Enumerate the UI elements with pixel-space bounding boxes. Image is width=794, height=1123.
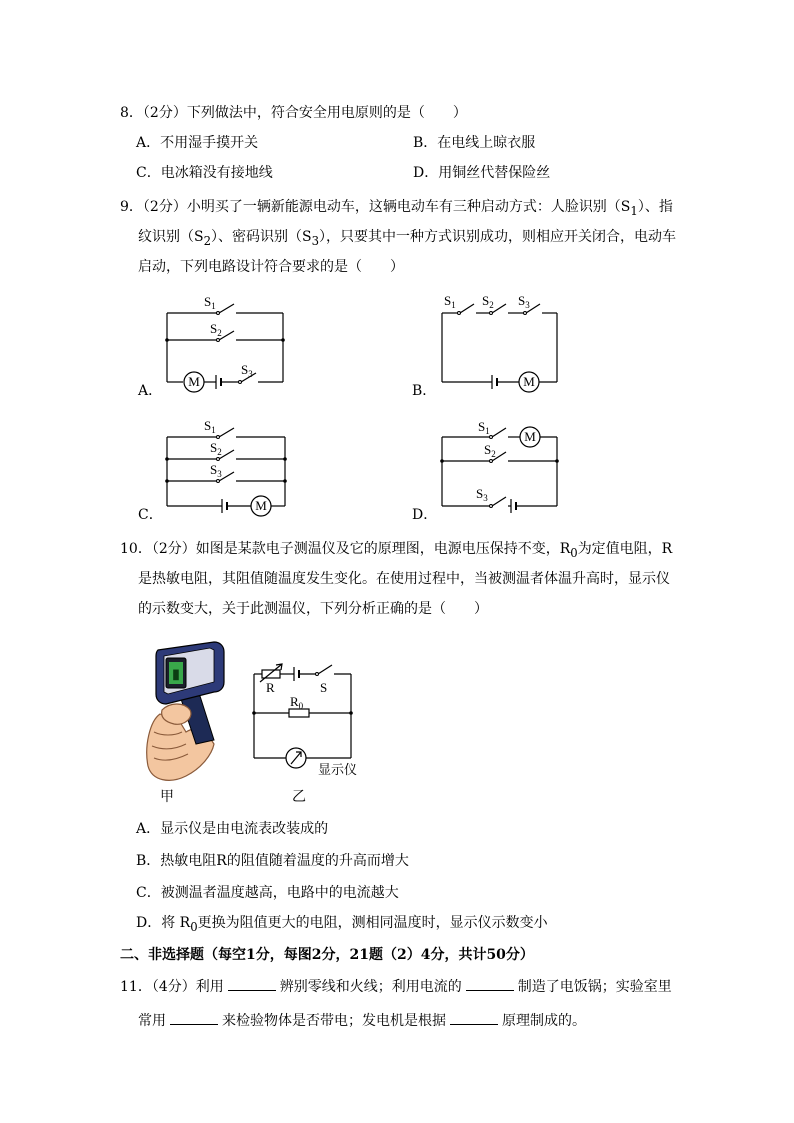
svg-text:S1 xyxy=(204,418,216,435)
s2-sub: 2 xyxy=(217,447,222,457)
svg-text:S2 xyxy=(210,321,222,338)
svg-text:S1 xyxy=(204,294,216,311)
q10-option-d: D．将 $R_0$更换为阻值更大的电阻，测相同温度时，显示仪示数变小 xyxy=(136,915,548,934)
s1-sub: 1 xyxy=(211,425,216,435)
motor-label: M xyxy=(523,374,535,389)
answer-blank[interactable] xyxy=(170,1010,218,1025)
s2-sub: 2 xyxy=(489,300,494,310)
circuit-c xyxy=(160,416,320,516)
q9-option-a: A． xyxy=(138,383,163,399)
svg-text:S1 xyxy=(478,419,490,436)
motor-label: M xyxy=(524,429,536,444)
svg-text:S2 xyxy=(210,440,222,457)
s3-sub: 3 xyxy=(525,300,530,310)
q8-option-b: B．在电线上晾衣服 xyxy=(413,135,536,151)
q9-option-d: D． xyxy=(412,507,438,523)
fig-label-yi: 乙 xyxy=(292,789,306,805)
s3-label: S xyxy=(241,362,249,377)
resistor-r0-sub: 0 xyxy=(298,701,304,711)
fig-label-jia: 甲 xyxy=(160,789,174,805)
s2-sub: 2 xyxy=(491,449,496,459)
q8-option-c: C．电冰箱没有接地线 xyxy=(136,165,273,181)
display-label: 显示仪 xyxy=(318,763,358,778)
switch-s-label: S xyxy=(320,680,328,695)
motor-label: M xyxy=(188,374,200,389)
s3-label: S xyxy=(210,462,218,477)
s3-sub: 3 xyxy=(248,369,253,379)
q11-line2: 常用 来检验物体是否带电；发电机是根据 原理制成的。 xyxy=(138,1010,586,1030)
svg-text:S2 xyxy=(482,293,494,310)
q10-option-b: B．热敏电阻R的阻值随着温度的升高而增大 xyxy=(136,853,409,869)
q9-stem-line1: 9．（2分）小明买了一辆新能源电动车，这辆电动车有三种启动方式：人脸识别$(S_1)$、指 xyxy=(120,199,673,218)
svg-text:S3 xyxy=(476,486,488,503)
q8-option-d: D．用铜丝代替保险丝 xyxy=(413,165,551,181)
q8-stem: 8．（2分）下列做法中，符合安全用电原则的是（ ） xyxy=(120,105,467,121)
q11-line1: 11．（4分）利用 辨别零线和火线；利用电流的 制造了电饭锅；实验室里 xyxy=(120,976,672,996)
thermometer-illustration xyxy=(140,636,250,786)
s3-label: S xyxy=(476,486,484,501)
resistor-r0-label: R xyxy=(290,694,299,709)
q10-stem-line1: 10．（2分）如图是某款电子测温仪及它的原理图，电源电压保持不变，$R_0$为定值电阻，R xyxy=(120,541,673,560)
s1-label: S xyxy=(204,418,212,433)
svg-text:S1 xyxy=(444,293,456,310)
s1-sub: 1 xyxy=(485,426,490,436)
svg-text:S3 xyxy=(518,293,530,310)
s1-label: S xyxy=(204,294,212,309)
q9-stem-line3: 启动，下列电路设计符合要求的是（ ） xyxy=(138,259,404,275)
s1-sub: 1 xyxy=(211,301,216,311)
q10-option-a: A．显示仪是由电流表改装成的 xyxy=(136,821,329,837)
resistor-r-label: R xyxy=(266,680,275,695)
q10-stem-line3: 的示数变大，关于此测温仪，下列分析正确的是（ ） xyxy=(138,601,488,617)
q10-stem-line2: 是热敏电阻，其阻值随温度发生变化。在使用过程中，当被测温者体温升高时，显示仪 xyxy=(138,571,670,587)
s3-label: S xyxy=(518,293,526,308)
s1-label: S xyxy=(478,419,486,434)
s1-label: S xyxy=(444,293,452,308)
s2-label: S xyxy=(484,442,492,457)
svg-text:S3 xyxy=(210,462,222,479)
circuit-a xyxy=(160,292,320,392)
circuit-b xyxy=(438,292,578,392)
q9-stem-line2: 纹识别$(S_2)$、密码识别$(S_3)$，只要其中一种方式识别成功，则相应开关闭合，电动车 xyxy=(138,229,677,248)
s3-sub: 3 xyxy=(217,469,222,479)
section-2-title: 二、非选择题（每空1分，每图2分，21题（2）4分，共计50分） xyxy=(120,947,534,963)
s3-sub: 3 xyxy=(483,493,488,503)
thermometer-circuit xyxy=(248,658,388,788)
s2-label: S xyxy=(482,293,490,308)
svg-text:S2 xyxy=(484,442,496,459)
svg-text:S3 xyxy=(241,362,253,379)
s1-sub: 1 xyxy=(451,300,456,310)
answer-blank[interactable] xyxy=(450,1010,498,1025)
q9-option-b: B． xyxy=(412,383,437,399)
svg-text:R0 xyxy=(290,694,304,711)
answer-blank[interactable] xyxy=(228,976,276,991)
s2-label: S xyxy=(210,440,218,455)
q9-option-c: C． xyxy=(138,507,163,523)
q10-option-c: C．被测温者温度越高，电路中的电流越大 xyxy=(136,885,399,901)
circuit-d xyxy=(438,416,578,516)
svg-text:█: █ xyxy=(173,671,179,681)
s2-label: S xyxy=(210,321,218,336)
s2-sub: 2 xyxy=(217,328,222,338)
q8-option-a: A．不用湿手摸开关 xyxy=(136,135,259,151)
answer-blank[interactable] xyxy=(466,976,514,991)
motor-label: M xyxy=(255,498,267,513)
